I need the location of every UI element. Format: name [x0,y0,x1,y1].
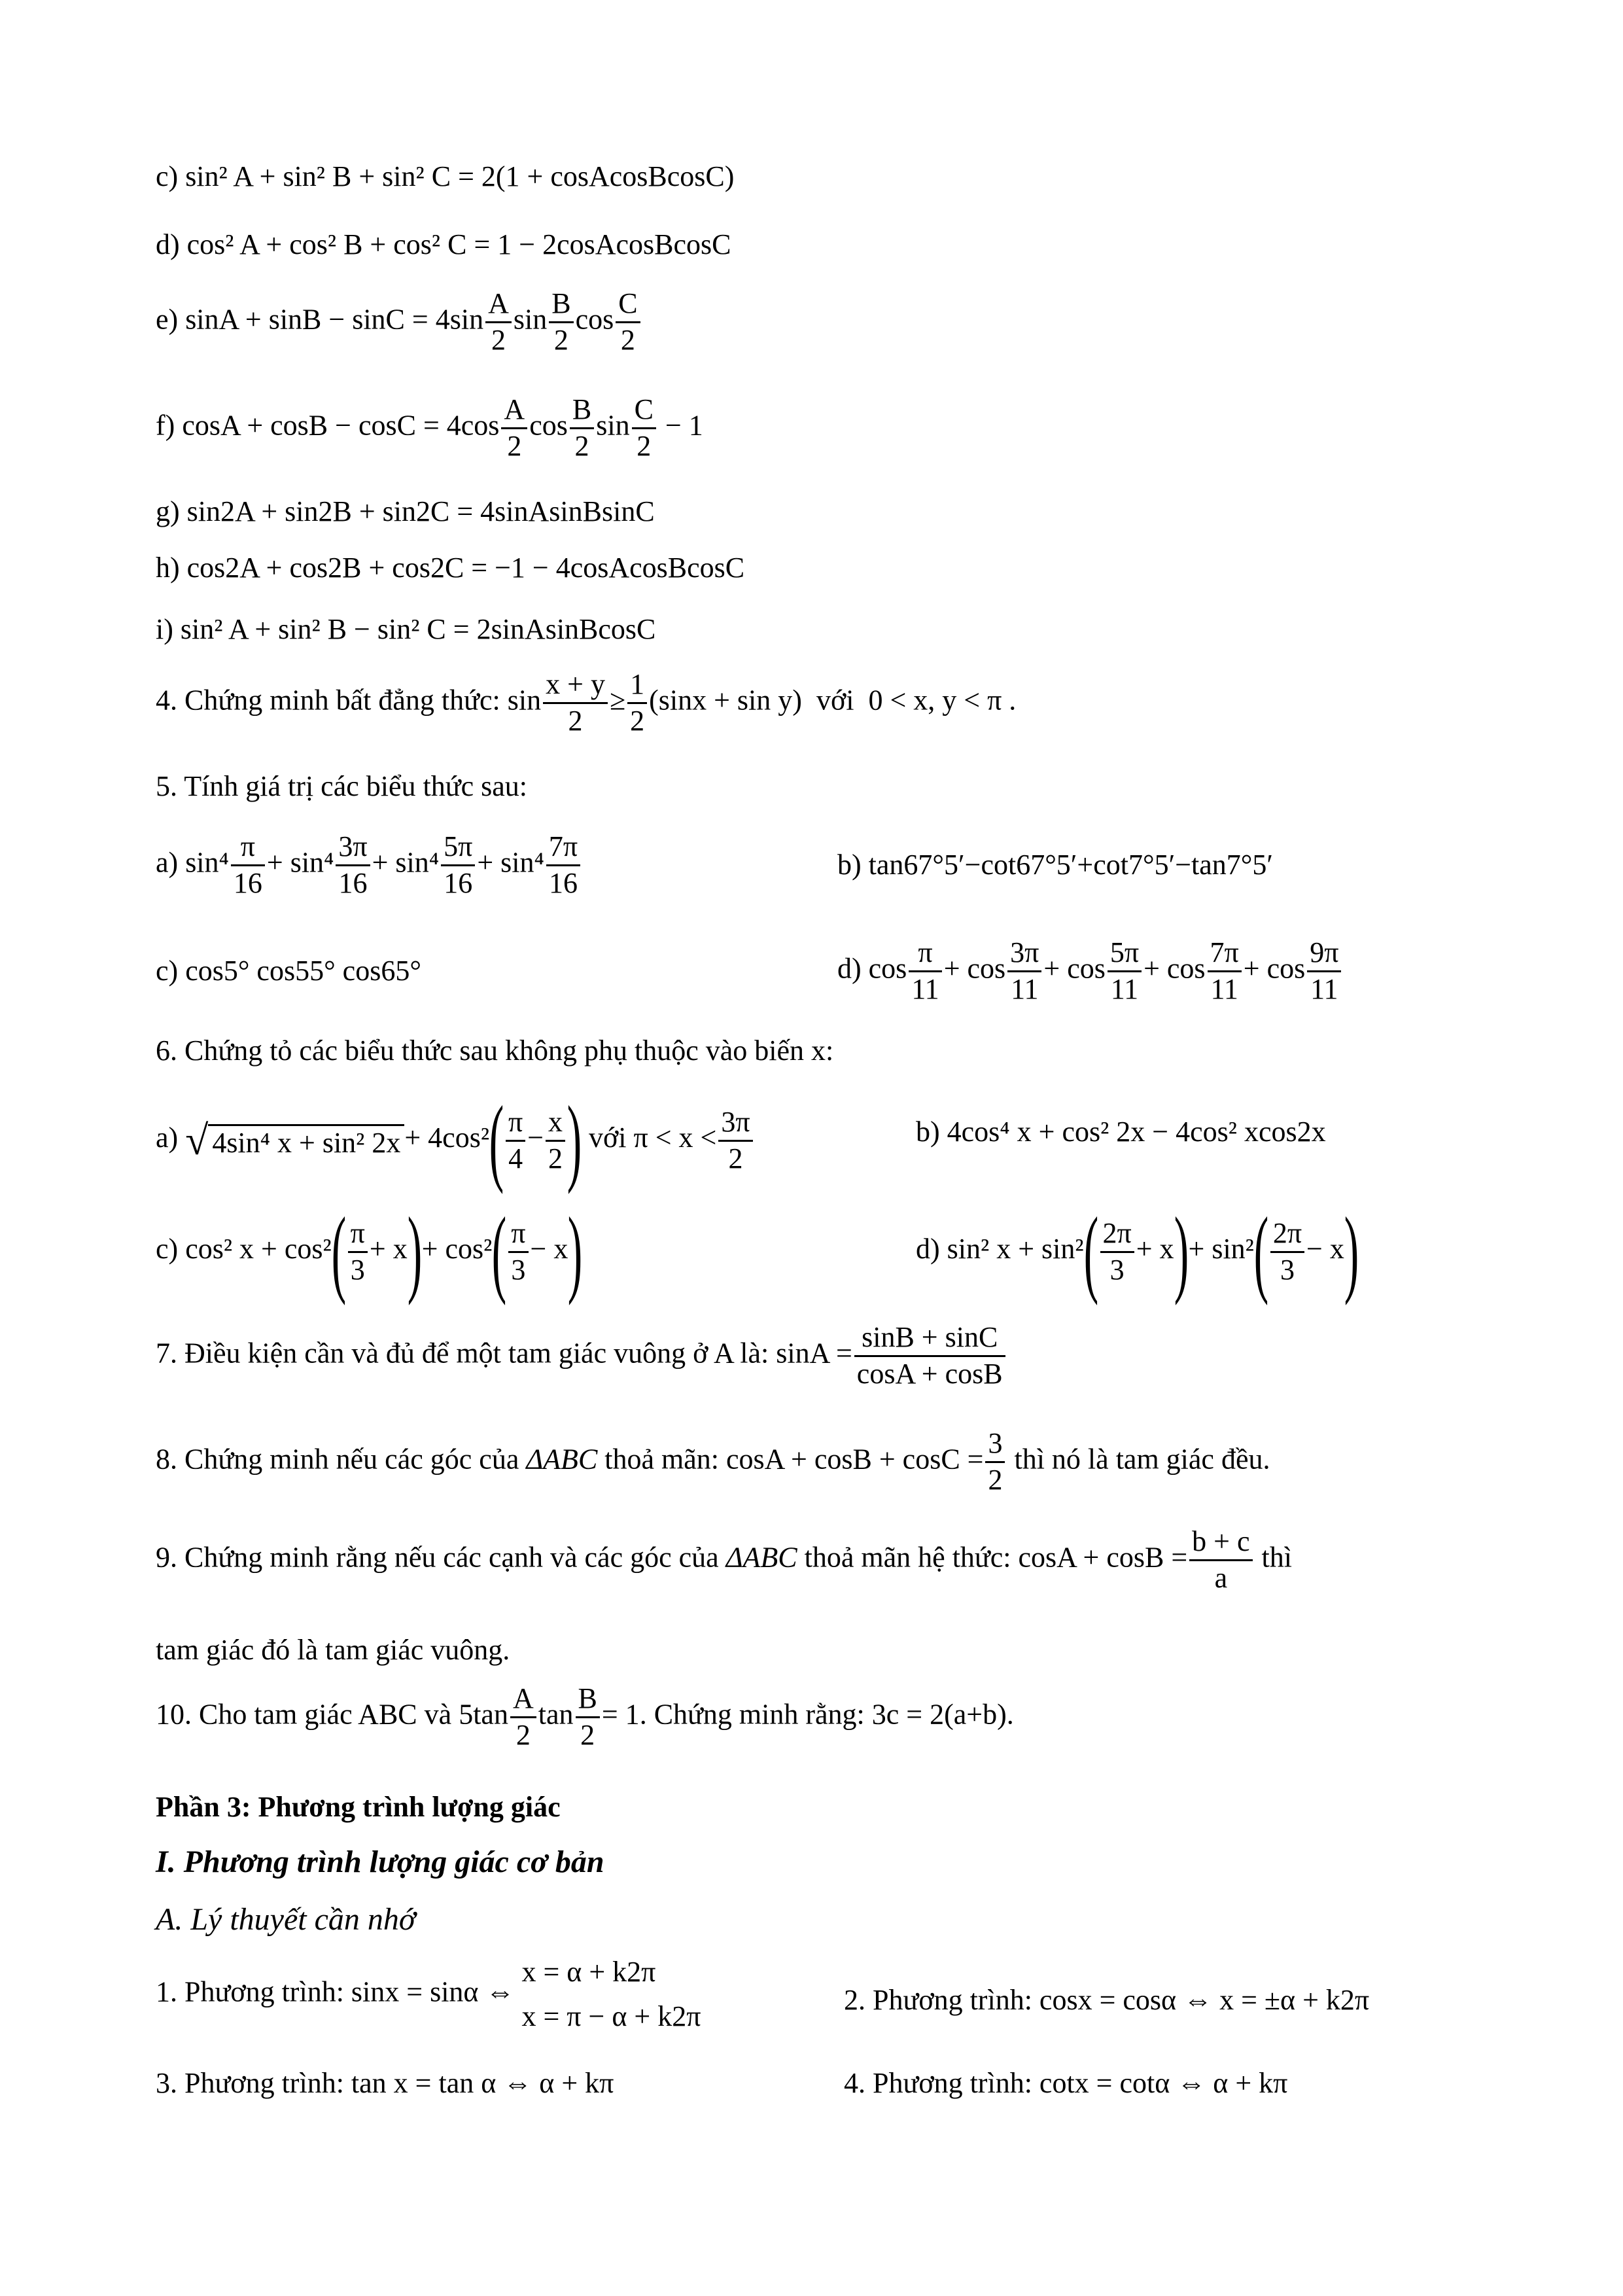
problem-5-title: 5. Tính giá trị các biểu thức sau: [156,770,527,802]
item-label: a) [156,1122,179,1154]
fraction: $\frac{b + c}{a}$ [1189,1525,1252,1596]
problem-7: 7. Điều kiện cần và đủ để một tam giác vuông ở A là: sinA = $\frac{\sin B + \sin C}{\cos A + \cos B}$ [156,1320,1007,1392]
formula-text: sinA + sinB − sinC = 4sin [185,303,484,336]
problem-5b [837,851,1273,879]
problem-4 [156,667,1016,739]
item-label: c) [156,1233,179,1265]
item-label: 1. Phương trình: [156,1975,344,2008]
formula-rhs: = 2(1 + cosAcosBcosC) [458,160,735,192]
formula: cos5° cos55° cos65° [185,955,421,987]
problem-9: 9. Chứng minh rằng nếu các cạnh và các góc của ΔABC thoả mãn hệ thức: cosA + cosB = $\frac{b + c}{a}$ thì [156,1525,1292,1596]
formula-text: cos [575,303,614,336]
problem-5d: d) cos $\frac{\pi}{11}$ + cos $\frac{3\pi}{11}$ + cos $\frac{5\pi}{11}$ + cos $\frac{7\pi}{11}$ + cos $\frac{9\pi}{11}$ [837,936,1343,1007]
identity-d [156,230,731,259]
formula-text: sin [596,409,630,442]
formula: sin² A + sin² B − sin² C = 2sinAsinBcosC [180,613,656,645]
fraction: $\frac{C}{2}$ [616,287,640,358]
triangle-symbol: ΔABC [725,1541,797,1574]
word-voi: với [588,1122,627,1154]
formula: tan67°5′−cot67°5′+cot7°5′−tan7°5′ [868,849,1273,881]
problem-text: 4. Chứng minh bất đẳng thức: [156,684,500,716]
fraction: $\frac{A}{2}$ [485,287,512,358]
item-label: d) [156,228,180,260]
formula-text: sin [513,303,548,336]
fraction: $\frac{\pi}{16}$ [231,830,265,901]
identity-c [156,162,734,191]
formula-lhs: cos² A + cos² B + cos² C [186,228,467,260]
section-1-heading: I. Phương trình lượng giác cơ bản [156,1845,604,1879]
identity-e [156,287,642,358]
problem-6c: c) cos² x + cos²( $\frac{\pi}{3}$ + x)+ cos²( $\frac{\pi}{3}$ − x) [156,1197,583,1306]
fraction: $\frac{5\pi}{11}$ [1108,936,1142,1007]
fraction: $\frac{B}{2}$ [570,393,594,464]
problem-5c [156,957,421,985]
item-label: b) [916,1116,940,1148]
problem-text: 7. Điều kiện cần và đủ để một tam giác vuông ở A là: [156,1337,769,1369]
fraction: $\frac{5\pi}{16}$ [441,830,475,901]
formula-lhs: sin² A + sin² B + sin² C [185,160,451,192]
item-label: c) [156,955,179,987]
identity-g [156,497,655,526]
identity-i [156,615,655,644]
item-label: b) [837,849,862,881]
word-voi: với [816,684,854,716]
fraction: $\frac{7\pi}{16}$ [546,830,580,901]
item-label: 4. Phương trình: [844,2067,1032,2099]
problem-8: 8. Chứng minh nếu các góc của ΔABC thoả mãn: cosA + cosB + cosC = $\frac{3}{2}$ thì nó là tam giác đều. [156,1426,1270,1498]
condition: π < x < [633,1122,717,1154]
formula: tan x = tan α ⇔ α + kπ [351,2067,614,2099]
problem-text: 10. Cho tam giác ABC và [156,1698,452,1731]
item-label: g) [156,495,180,527]
item-label: a) [156,846,179,879]
item-label: d) [916,1233,940,1265]
formula-rhs: = 1 − 2cosAcosBcosC [474,228,731,260]
fraction: $\frac{\pi}{4}$ [506,1105,525,1176]
problem-5a: a) sin⁴ $\frac{\pi}{16}$ + sin⁴ $\frac{3\pi}{16}$ + sin⁴ $\frac{5\pi}{16}$ + sin⁴ $\frac{7\pi}{16}$ [156,830,582,901]
formula-text: cosA + cosB − cosC = 4cos [182,409,500,442]
problem-6b [916,1118,1326,1146]
item-label: h) [156,552,180,584]
triangle-symbol: ΔABC [526,1443,598,1475]
problem-9-line2: tam giác đó là tam giác vuông. [156,1634,510,1666]
problem-text: 8. Chứng minh nếu các góc của [156,1443,519,1475]
fraction: $\frac{7\pi}{11}$ [1208,936,1242,1007]
formula-text: (sinx + sin y) [649,684,802,716]
fraction: $\frac{A}{2}$ [510,1682,536,1753]
equation-1: 1. Phương trình: sinx = sinα ⇔ x = α + k2π x = π − α + k2π [156,1950,701,2039]
fraction: $\frac{\sin B + \sin C}{\cos A + \cos B}$ [854,1320,1005,1392]
formula-text: ≥ [609,684,626,716]
fraction: $\frac{3}{2}$ [985,1426,1005,1498]
fraction: $\frac{9\pi}{11}$ [1307,936,1341,1007]
solution-system: x = α + k2π x = π − α + k2π [521,1956,701,2033]
fraction: $\frac{A}{2}$ [501,393,527,464]
fraction: $\frac{B}{2}$ [576,1682,600,1753]
item-label: 3. Phương trình: [156,2067,344,2099]
fraction: $\frac{2\pi}{3}$ [1270,1216,1304,1288]
formula: cotx = cotα ⇔ α + kπ [1039,2067,1288,2099]
formula: cos2A + cos2B + cos2C = −1 − 4cosAcosBcosC [186,552,745,584]
condition: 0 < x, y < π . [868,684,1017,716]
item-label: d) [837,952,862,985]
fraction: $\frac{B}{2}$ [549,287,573,358]
problem-6d: d) sin² x + sin²( $\frac{2\pi}{3}$ + x)+ sin²( $\frac{2\pi}{3}$ − x) [916,1197,1359,1306]
fraction: $\frac{1}{2}$ [627,667,647,739]
equation-4 [844,2069,1287,2098]
item-label: i) [156,613,173,645]
fraction: $\frac{3\pi}{16}$ [336,830,370,901]
fraction: $\frac{x}{2}$ [546,1105,565,1176]
formula-text: sin [507,684,542,716]
identity-h [156,554,744,582]
fraction: $\frac{\pi}{3}$ [348,1216,368,1288]
fraction: $\frac{2\pi}{3}$ [1100,1216,1134,1288]
fraction: $\frac{C}{2}$ [632,393,656,464]
fraction: $\frac{\pi}{3}$ [508,1216,528,1288]
problem-6-title: 6. Chứng tỏ các biểu thức sau không phụ thuộc vào biến x: [156,1034,834,1067]
problem-10: 10. Cho tam giác ABC và 5tan $\frac{A}{2}$ tan $\frac{B}{2}$ = 1. Chứng minh rằng: 3c = 2(a+b). [156,1682,1014,1753]
fraction: $\frac{3\pi}{2}$ [718,1105,752,1176]
formula: 4cos⁴ x + cos² 2x − 4cos² xcos2x [947,1116,1326,1148]
formula: sin2A + sin2B + sin2C = 4sinAsinBsinC [186,495,655,527]
item-label: e) [156,303,179,336]
item-label: 2. Phương trình: [844,1984,1032,2016]
fraction: $\frac{3\pi}{11}$ [1007,936,1041,1007]
item-label: f) [156,409,175,442]
square-root: √ 4sin⁴ x + sin² 2x [185,1120,404,1161]
problem-text: 9. Chứng minh rằng nếu các cạnh và các góc của [156,1541,719,1574]
problem-6a: a) √ 4sin⁴ x + sin² 2x + 4cos²( $\frac{\pi}{4}$ − $\frac{x}{2}$ ) với π < x < $\frac{3\pi}{2}$ [156,1091,755,1190]
subsection-a-heading: A. Lý thuyết cần nhớ [156,1902,416,1937]
part-3-heading: Phần 3: Phương trình lượng giác [156,1791,561,1823]
formula-text: cos [529,409,568,442]
item-label: c) [156,160,179,192]
fraction: $\frac{\pi}{11}$ [909,936,941,1007]
equation-3 [156,2069,614,2098]
formula-text: − 1 [665,409,703,442]
fraction: $\frac{x + y}{2}$ [543,667,608,739]
identity-f [156,393,703,464]
equation-2 [844,1986,1369,2015]
formula: cosx = cosα ⇔ x = ±α + k2π [1039,1984,1370,2016]
